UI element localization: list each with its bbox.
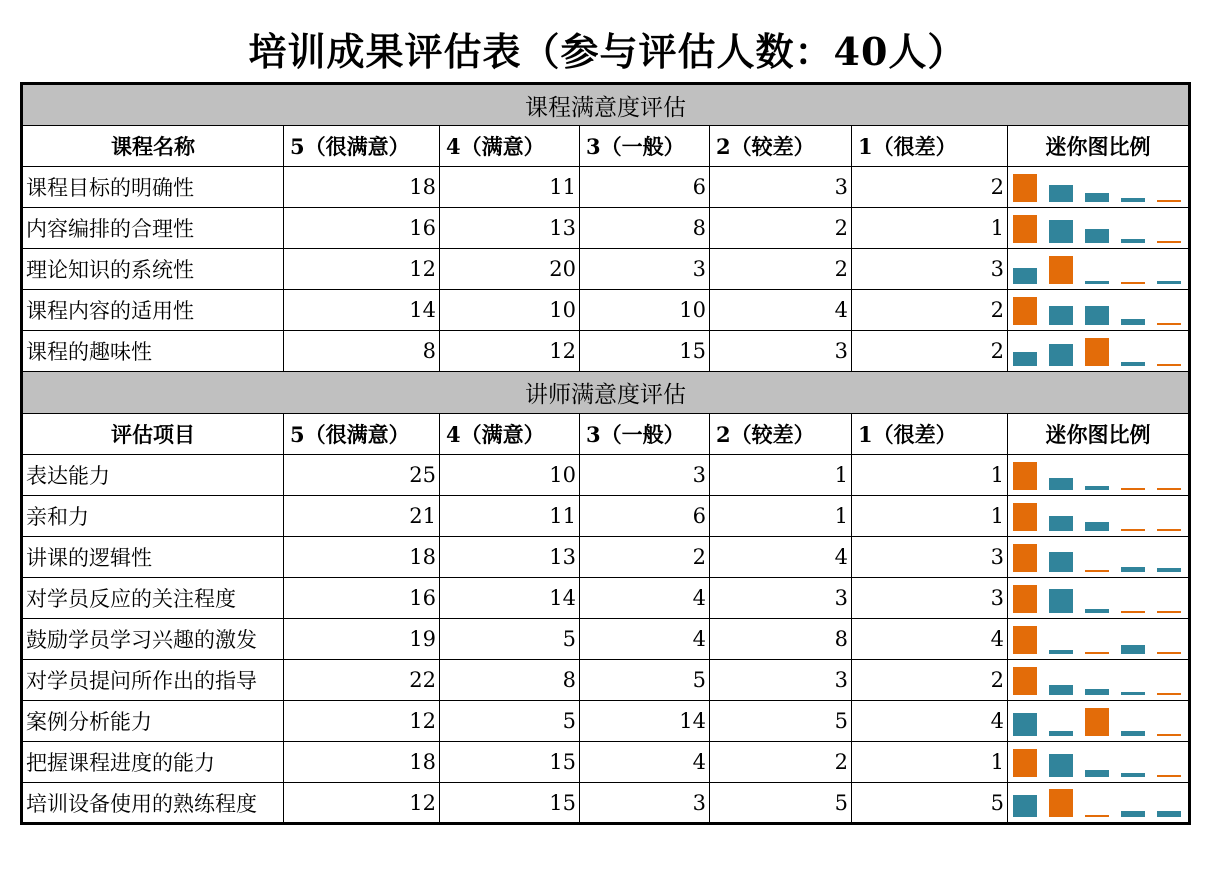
- sparkline-bar: [1121, 488, 1145, 490]
- sparkline-bar: [1013, 585, 1037, 613]
- rating-count-cell[interactable]: 20: [440, 249, 580, 290]
- sparkline-bar: [1121, 529, 1145, 531]
- item-name-cell[interactable]: 案例分析能力: [22, 701, 284, 742]
- sparkline-bar: [1157, 281, 1181, 284]
- rating-count-cell[interactable]: 19: [284, 619, 440, 660]
- rating-count-cell[interactable]: 2: [580, 537, 710, 578]
- sparkline-bar: [1049, 344, 1073, 366]
- sparkline-bar: [1013, 174, 1037, 202]
- column-header[interactable]: 3（一般）: [580, 126, 710, 167]
- sparkline-bar: [1121, 811, 1145, 817]
- sparkline-bar: [1013, 795, 1037, 817]
- table-row: [22, 619, 1190, 660]
- rating-count-cell[interactable]: 2: [710, 249, 852, 290]
- sparkline-bar: [1085, 229, 1109, 243]
- sparkline-cell[interactable]: [1008, 290, 1190, 331]
- sparkline-bar: [1049, 256, 1073, 284]
- sparkline-bar: [1157, 811, 1181, 817]
- rating-count-cell[interactable]: 25: [284, 455, 440, 496]
- column-header[interactable]: 4（满意）: [440, 414, 580, 455]
- sparkline-bar: [1085, 770, 1109, 777]
- rating-count-cell[interactable]: 16: [284, 208, 440, 249]
- rating-count-cell[interactable]: 14: [580, 701, 710, 742]
- sparkline-bar: [1049, 731, 1073, 736]
- sparkline-bar: [1121, 773, 1145, 777]
- rating-count-cell[interactable]: 1: [852, 742, 1008, 783]
- rating-count-cell[interactable]: 5: [580, 660, 710, 701]
- rating-count-cell[interactable]: 11: [440, 496, 580, 537]
- column-header[interactable]: 5（很满意）: [284, 126, 440, 167]
- rating-count-cell[interactable]: 8: [580, 208, 710, 249]
- sparkline-bar: [1049, 754, 1073, 777]
- rating-count-cell[interactable]: 4: [710, 290, 852, 331]
- sparkline-bar: [1013, 713, 1037, 736]
- sparkline-cell[interactable]: [1008, 742, 1190, 783]
- rating-count-cell[interactable]: 12: [440, 331, 580, 372]
- sparkline-bar: [1121, 362, 1145, 366]
- column-header[interactable]: 1（很差）: [852, 414, 1008, 455]
- table-row: [22, 578, 1190, 619]
- sparkline-bar: [1049, 306, 1073, 325]
- table-row: [22, 167, 1190, 208]
- rating-count-cell[interactable]: 15: [580, 331, 710, 372]
- evaluation-table: [20, 82, 1191, 825]
- rating-count-cell[interactable]: 18: [284, 167, 440, 208]
- sparkline-bar: [1121, 282, 1145, 284]
- rating-count-cell[interactable]: 3: [710, 578, 852, 619]
- sparkline-bar: [1013, 503, 1037, 531]
- rating-count-cell[interactable]: 3: [710, 167, 852, 208]
- rating-count-cell[interactable]: 1: [852, 455, 1008, 496]
- sparkline-bar: [1085, 570, 1109, 572]
- lecturer-section-title[interactable]: 讲师满意度评估: [22, 372, 1190, 414]
- sparkline-cell[interactable]: [1008, 208, 1190, 249]
- sparkline-bar: [1049, 552, 1073, 572]
- sparkline-cell[interactable]: [1008, 660, 1190, 701]
- rating-count-cell[interactable]: 1: [710, 496, 852, 537]
- sparkline-bar: [1085, 815, 1109, 817]
- sparkline-bar: [1085, 193, 1109, 202]
- sparkline-bar: [1049, 685, 1073, 695]
- column-header[interactable]: 2（较差）: [710, 126, 852, 167]
- sparkline-bar: [1121, 731, 1145, 736]
- rating-count-cell[interactable]: 6: [580, 496, 710, 537]
- rating-count-cell[interactable]: 2: [852, 290, 1008, 331]
- sheet-title: 培训成果评估表（参与评估人数：40人）: [248, 29, 967, 74]
- table-row: [22, 290, 1190, 331]
- item-name-cell[interactable]: 鼓励学员学习兴趣的激发: [22, 619, 284, 660]
- rating-count-cell[interactable]: 13: [440, 208, 580, 249]
- sparkline-cell[interactable]: [1008, 249, 1190, 290]
- sparkline-bar: [1085, 708, 1109, 736]
- rating-count-cell[interactable]: 11: [440, 167, 580, 208]
- rating-count-cell[interactable]: 12: [284, 249, 440, 290]
- item-name-cell[interactable]: 课程的趣味性: [22, 331, 284, 372]
- sparkline-cell[interactable]: [1008, 496, 1190, 537]
- sparkline-cell[interactable]: [1008, 537, 1190, 578]
- rating-count-cell[interactable]: 2: [852, 167, 1008, 208]
- rating-count-cell[interactable]: 15: [440, 742, 580, 783]
- sparkline-bar: [1085, 609, 1109, 613]
- rating-count-cell[interactable]: 5: [852, 783, 1008, 824]
- column-header[interactable]: 课程名称: [22, 126, 284, 167]
- rating-count-cell[interactable]: 8: [284, 331, 440, 372]
- sparkline-bar: [1157, 734, 1181, 736]
- sparkline-bar: [1121, 239, 1145, 243]
- column-header[interactable]: 评估项目: [22, 414, 284, 455]
- rating-count-cell[interactable]: 3: [710, 331, 852, 372]
- table-row: [22, 660, 1190, 701]
- rating-count-cell[interactable]: 16: [284, 578, 440, 619]
- sparkline-bar: [1085, 281, 1109, 284]
- sparkline-bar: [1121, 611, 1145, 613]
- item-name-cell[interactable]: 讲课的逻辑性: [22, 537, 284, 578]
- lecturer-header-row: [22, 414, 1190, 455]
- course-section-title[interactable]: 课程满意度评估: [22, 84, 1190, 126]
- table-row: [22, 208, 1190, 249]
- item-name-cell[interactable]: 亲和力: [22, 496, 284, 537]
- rating-count-cell[interactable]: 22: [284, 660, 440, 701]
- sparkline-cell[interactable]: [1008, 578, 1190, 619]
- rating-count-cell[interactable]: 5: [710, 783, 852, 824]
- sparkline-bar: [1085, 338, 1109, 366]
- table-row: [22, 742, 1190, 783]
- sparkline-bar: [1157, 200, 1181, 202]
- course-header-row: [22, 126, 1190, 167]
- sparkline-bar: [1013, 462, 1037, 490]
- sparkline-bar: [1085, 522, 1109, 531]
- item-name-cell[interactable]: 内容编排的合理性: [22, 208, 284, 249]
- table-row: [22, 496, 1190, 537]
- table-row: [22, 249, 1190, 290]
- sparkline-bar: [1049, 220, 1073, 243]
- rating-count-cell[interactable]: 3: [710, 660, 852, 701]
- table-row: [22, 537, 1190, 578]
- sparkline-bar: [1085, 689, 1109, 695]
- rating-count-cell[interactable]: 8: [440, 660, 580, 701]
- column-header[interactable]: 5（很满意）: [284, 414, 440, 455]
- evaluation-table-body: [22, 84, 1190, 824]
- sparkline-bar: [1049, 589, 1073, 613]
- sparkline-bar: [1013, 268, 1037, 284]
- rating-count-cell[interactable]: 21: [284, 496, 440, 537]
- sparkline-bar: [1121, 645, 1145, 654]
- rating-count-cell[interactable]: 4: [852, 619, 1008, 660]
- sparkline-bar: [1013, 297, 1037, 325]
- item-name-cell[interactable]: 把握课程进度的能力: [22, 742, 284, 783]
- sparkline-bar: [1049, 650, 1073, 654]
- rating-count-cell[interactable]: 12: [284, 783, 440, 824]
- sparkline-bar: [1157, 568, 1181, 572]
- rating-count-cell[interactable]: 15: [440, 783, 580, 824]
- rating-count-cell[interactable]: 3: [580, 783, 710, 824]
- rating-count-cell[interactable]: 3: [852, 578, 1008, 619]
- rating-count-cell[interactable]: 6: [580, 167, 710, 208]
- sparkline-bar: [1013, 215, 1037, 243]
- column-header[interactable]: 迷你图比例: [1008, 126, 1190, 167]
- item-name-cell[interactable]: 培训设备使用的熟练程度: [22, 783, 284, 824]
- rating-count-cell[interactable]: 4: [852, 701, 1008, 742]
- sparkline-bar: [1085, 306, 1109, 325]
- sparkline-cell[interactable]: [1008, 701, 1190, 742]
- sparkline-bar: [1157, 529, 1181, 531]
- sparkline-bar: [1157, 241, 1181, 243]
- rating-count-cell[interactable]: 5: [440, 619, 580, 660]
- course-section-row: [22, 84, 1190, 126]
- item-name-cell[interactable]: 对学员提问所作出的指导: [22, 660, 284, 701]
- rating-count-cell[interactable]: 2: [710, 742, 852, 783]
- sparkline-bar: [1085, 652, 1109, 654]
- rating-count-cell[interactable]: 3: [580, 249, 710, 290]
- item-name-cell[interactable]: 理论知识的系统性: [22, 249, 284, 290]
- rating-count-cell[interactable]: 4: [710, 537, 852, 578]
- rating-count-cell[interactable]: 3: [852, 249, 1008, 290]
- sparkline-bar: [1121, 567, 1145, 572]
- rating-count-cell[interactable]: 18: [284, 742, 440, 783]
- sparkline-bar: [1157, 323, 1181, 325]
- sparkline-bar: [1085, 486, 1109, 490]
- sparkline-bar: [1013, 626, 1037, 654]
- rating-count-cell[interactable]: 4: [580, 619, 710, 660]
- column-header[interactable]: 迷你图比例: [1008, 414, 1190, 455]
- sparkline-bar: [1049, 789, 1073, 817]
- sparkline-bar: [1049, 185, 1073, 202]
- rating-count-cell[interactable]: 1: [852, 208, 1008, 249]
- rating-count-cell[interactable]: 1: [852, 496, 1008, 537]
- rating-count-cell[interactable]: 1: [710, 455, 852, 496]
- rating-count-cell[interactable]: 12: [284, 701, 440, 742]
- table-row: [22, 455, 1190, 496]
- sparkline-bar: [1013, 352, 1037, 366]
- column-header[interactable]: 1（很差）: [852, 126, 1008, 167]
- rating-count-cell[interactable]: 3: [852, 537, 1008, 578]
- rating-count-cell[interactable]: 3: [580, 455, 710, 496]
- sparkline-bar: [1121, 319, 1145, 325]
- table-row: [22, 783, 1190, 824]
- sparkline-bar: [1157, 693, 1181, 695]
- rating-count-cell[interactable]: 8: [710, 619, 852, 660]
- rating-count-cell[interactable]: 5: [710, 701, 852, 742]
- sparkline-cell[interactable]: [1008, 455, 1190, 496]
- sparkline-bar: [1121, 198, 1145, 202]
- item-name-cell[interactable]: 对学员反应的关注程度: [22, 578, 284, 619]
- sparkline-bar: [1157, 364, 1181, 366]
- rating-count-cell[interactable]: 10: [440, 455, 580, 496]
- lecturer-section-row: [22, 372, 1190, 414]
- item-name-cell[interactable]: 课程内容的适用性: [22, 290, 284, 331]
- sparkline-bar: [1121, 692, 1145, 695]
- sparkline-cell[interactable]: [1008, 619, 1190, 660]
- sparkline-bar: [1013, 544, 1037, 572]
- column-header[interactable]: 4（满意）: [440, 126, 580, 167]
- rating-count-cell[interactable]: 4: [580, 578, 710, 619]
- column-header[interactable]: 2（较差）: [710, 414, 852, 455]
- item-name-cell[interactable]: 课程目标的明确性: [22, 167, 284, 208]
- rating-count-cell[interactable]: 13: [440, 537, 580, 578]
- sparkline-bar: [1013, 667, 1037, 695]
- rating-count-cell[interactable]: 5: [440, 701, 580, 742]
- sparkline-bar: [1157, 488, 1181, 490]
- table-row: [22, 331, 1190, 372]
- rating-count-cell[interactable]: 18: [284, 537, 440, 578]
- sparkline-bar: [1049, 516, 1073, 531]
- rating-count-cell[interactable]: 14: [284, 290, 440, 331]
- rating-count-cell[interactable]: 2: [710, 208, 852, 249]
- rating-count-cell[interactable]: 10: [440, 290, 580, 331]
- sparkline-cell[interactable]: [1008, 783, 1190, 824]
- sparkline-bar: [1157, 652, 1181, 654]
- rating-count-cell[interactable]: 14: [440, 578, 580, 619]
- item-name-cell[interactable]: 表达能力: [22, 455, 284, 496]
- rating-count-cell[interactable]: 2: [852, 660, 1008, 701]
- rating-count-cell[interactable]: 10: [580, 290, 710, 331]
- rating-count-cell[interactable]: 2: [852, 331, 1008, 372]
- column-header[interactable]: 3（一般）: [580, 414, 710, 455]
- sparkline-bar: [1157, 775, 1181, 777]
- sparkline-bar: [1049, 478, 1073, 490]
- sparkline-cell[interactable]: [1008, 331, 1190, 372]
- sparkline-bar: [1013, 749, 1037, 777]
- sparkline-cell[interactable]: [1008, 167, 1190, 208]
- rating-count-cell[interactable]: 4: [580, 742, 710, 783]
- sparkline-bar: [1157, 611, 1181, 613]
- table-row: [22, 701, 1190, 742]
